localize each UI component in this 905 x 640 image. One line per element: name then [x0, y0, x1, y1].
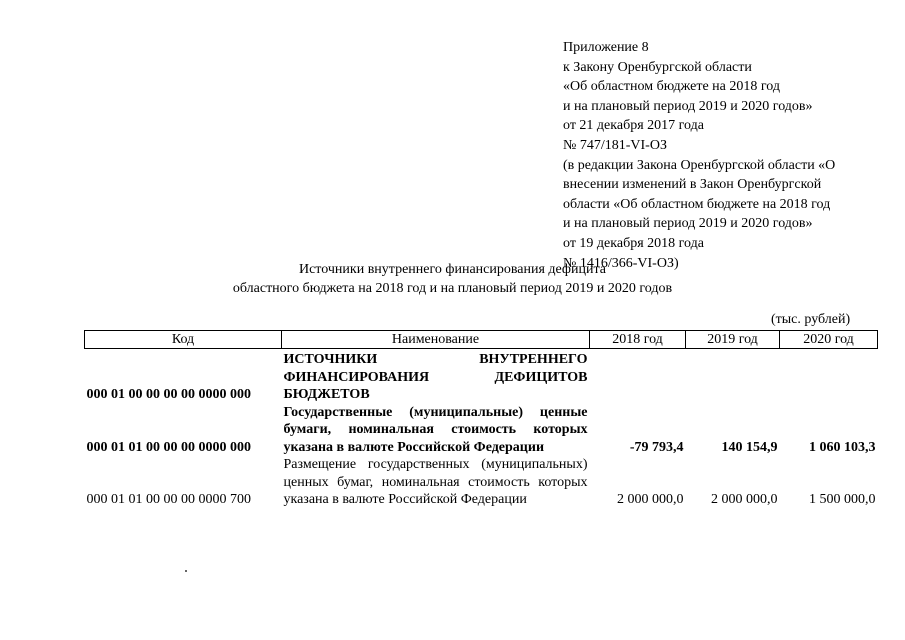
appendix-line: к Закону Оренбургской области	[563, 59, 752, 75]
appendix-line: внесении изменений в Закон Оренбургской	[563, 177, 822, 193]
header-2019: 2019 год	[686, 331, 780, 349]
appendix-header	[563, 38, 883, 273]
scan-speck	[185, 570, 187, 572]
appendix-line: «Об областном бюджете на 2018 год	[563, 79, 780, 95]
header-2018: 2018 год	[590, 331, 686, 349]
appendix-line: № 747/181-VI-ОЗ	[563, 137, 667, 153]
header-code: Код	[85, 331, 282, 349]
row-name: Государственные (муниципальные) ценные бумаги, номинальная стоимость которых указана в валюте Российской Федерации	[283, 404, 588, 455]
row-value-2019: 2 000 000,0	[711, 492, 778, 507]
row-value-2020: 1 500 000,0	[809, 492, 876, 507]
appendix-line: (в редакции Закона Оренбургской области «О	[563, 157, 836, 173]
title-line-2: областного бюджета на 2018 год и на плановый период 2019 и 2020 годов	[232, 281, 673, 296]
appendix-line: № 1416/366-VI-ОЗ)	[563, 255, 679, 271]
row-value-2020: 1 060 103,3	[809, 439, 876, 455]
row-code: 000 01 00 00 00 00 0000 000	[86, 387, 251, 402]
units-label: (тыс. рублей)	[771, 312, 851, 327]
financing-sources-table	[84, 330, 878, 509]
appendix-line: от 21 декабря 2017 года	[563, 118, 704, 134]
row-value-2019: 140 154,9	[721, 439, 778, 455]
row-code: 000 01 01 00 00 00 0000 000	[86, 439, 251, 455]
appendix-line: и на плановый период 2019 и 2020 годов»	[563, 216, 813, 232]
table-row	[85, 349, 878, 404]
appendix-line: от 19 декабря 2018 года	[563, 235, 704, 251]
document-title	[0, 260, 905, 298]
header-2020: 2020 год	[780, 331, 878, 349]
appendix-line: и на плановый период 2019 и 2020 годов»	[563, 98, 813, 114]
row-name: Размещение государственных (муниципальных) ценных бумаг, номинальная стоимость которых указана в валюте Российской Федерации	[283, 457, 588, 507]
table-header-row	[85, 331, 878, 349]
row-value-2019	[686, 349, 780, 404]
appendix-line: области «Об областном бюджете на 2018 год	[563, 196, 831, 212]
row-code: 000 01 01 00 00 00 0000 700	[86, 492, 251, 507]
appendix-line: Приложение 8	[563, 40, 649, 55]
table-row	[85, 404, 878, 457]
table-row	[85, 456, 878, 509]
title-line-1: Источники внутреннего финансирования дефицита	[298, 262, 606, 277]
row-value-2020	[780, 349, 878, 404]
row-value-2018: -79 793,4	[629, 439, 684, 455]
row-value-2018: 2 000 000,0	[617, 492, 684, 507]
row-value-2018	[590, 349, 686, 404]
row-name: ИСТОЧНИКИ ВНУТРЕННЕГО ФИНАНСИРОВАНИЯ ДЕФИЦИТОВ БЮДЖЕТОВ	[283, 352, 588, 402]
header-name: Наименование	[282, 331, 590, 349]
